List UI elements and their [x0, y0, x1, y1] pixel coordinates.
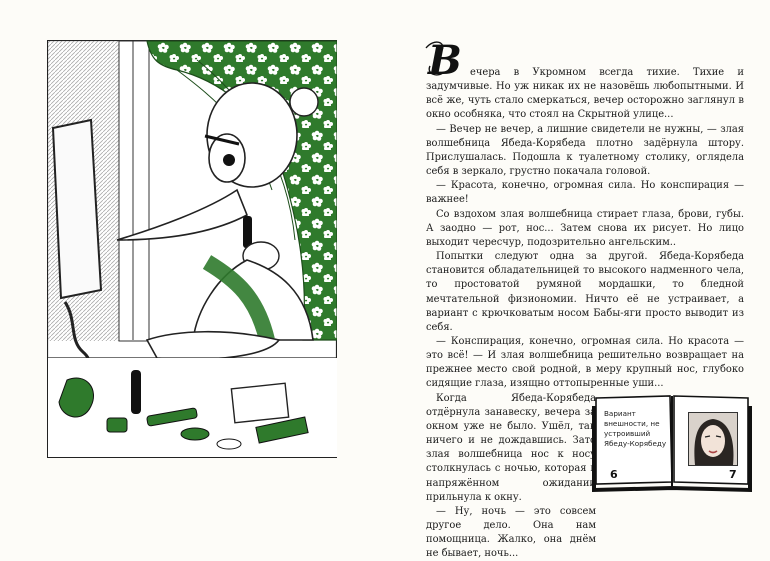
- paragraph: — Вечер не вечер, а лишние свидетели не нужны, — злая волшебница Ябеда-Корябеда плотно задёрнула штору. Прислушалась. Подошла к туалетному столику, оглядела себя в зеркало, грустно покачала головой.: [426, 123, 744, 178]
- inset-caption: Вариант внешности, не устроивший Ябеду-Корябеду: [604, 409, 667, 448]
- paragraph: ечера в Укромном всегда тихие. Тихие и задумчивые. Но уж никак их не назовёшь любопытными. И всё же, чуть стало смеркаться, вечер осторожно заглянул в окно особняка, что стоял на Скрытной улице...: [426, 67, 744, 121]
- paragraph: — Красота, конечно, огромная сила. Но конспирация — важнее!: [426, 180, 744, 206]
- paragraph: Попытки следуют одна за другой. Ябеда-Корябеда становится обладательницей то высокого надменного чела, то простоватой румяной мордашки, то бледной мечтательной физиономии. Ничто её не устраивает, а вариант с крючковатым носом Бабы-яги просто выводит из себя.: [426, 251, 744, 333]
- svg-text:В: В: [428, 37, 462, 80]
- page-number-right: 7: [729, 468, 737, 481]
- witch-illustration: [47, 40, 337, 458]
- paragraph: Когда Ябеда-Корябеда отдёрнула занавеску, вечера за окном уже не было. Ушёл, так ничего и не дождавшись. Зато злая волшебница нос к носу столкнулась с ночью, которая в напряжённом ожидании прильнула к окну.: [426, 392, 596, 503]
- paragraph: Со вздохом злая волшебница стирает глаза, брови, губы. А заодно — рот, нос... Затем снова их рисует. Но лицо выходит чересчур, подозрительно ангельским..: [426, 208, 744, 248]
- paragraph: — Ну, ночь — это совсем другое дело. Она нам помощница. Жалко, она днём не бывает, ночь...: [426, 505, 596, 560]
- page-number-left: 6: [610, 468, 618, 481]
- paragraph: — Конспирация, конечно, огромная сила. Но красота — это всё! — И злая волшебница решительно возвращает на прежнее место свой родной, в меру крупный нос, глубоко сидящие глаза, изящно оттопыренные уши...: [426, 335, 744, 390]
- face-photo: [688, 412, 738, 466]
